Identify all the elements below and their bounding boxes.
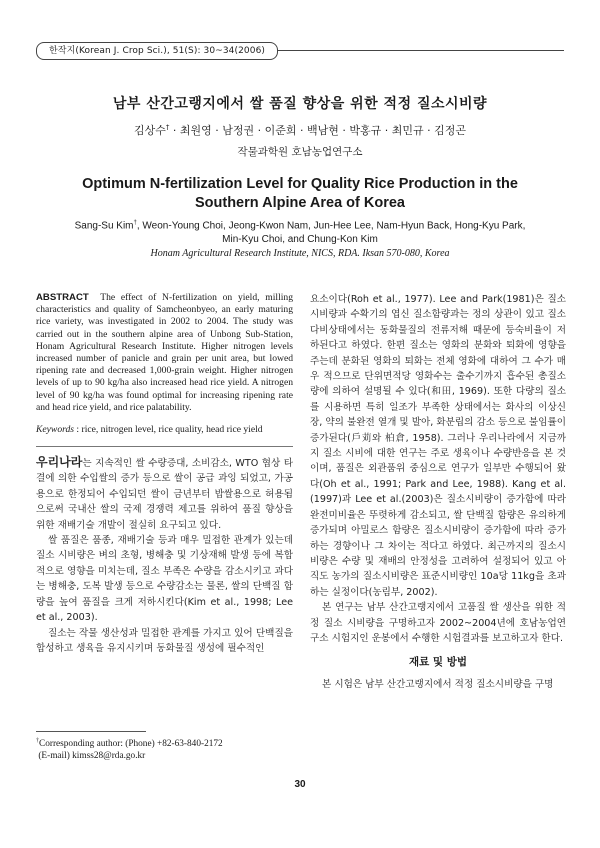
intro-paragraph-1-text: 는 지속적인 쌀 수량증대, 소비감소, WTO 협상 타결에 의한 수입쌀의 증가 등으로 쌀이 공급 과잉 되었고, 가공용으로 한정되어 수입되던 쌀이 금년부터 밥쌀용으로 허용됨으로써 국내산 쌀의 국제 경쟁력 제고를 위하여 품질 향상을 위한 재배기술 개발이 절실히 요구되고 있다. (36, 458, 293, 531)
footnote-line-2 (36, 750, 293, 762)
abstract-label: ABSTRACT (36, 292, 89, 303)
journal-citation-tag: 한작지(Korean J. Crop Sci.), 51(S): 30~34(2006) (36, 42, 278, 60)
intro-paragraph-1 (36, 455, 293, 533)
english-title: Optimum N-fertilization Level for Quality Rice Production in the Southern Alpine Area of Korea (82, 176, 518, 211)
korean-authors (0, 122, 600, 138)
intro-lead-word: 우리나라 (36, 455, 83, 470)
keywords-label: Keywords (36, 424, 75, 436)
intro-paragraph-3: 질소는 작물 생산성과 밀접한 관계를 가지고 있어 단백질을 합성하고 생육을 유지시키며 동화물질 생성에 필수적인 (36, 627, 293, 654)
english-other-authors: , Weon-Young Choi, Jeong-Kwon Nam, Jun-Hee Lee, Nam-Hyun Back, Hong-Kyu Park, Min-Kyu Choi, and Chung-Kon Kim (136, 220, 526, 246)
korean-other-authors: · 최원영 · 남정권 · 이준희 · 백남현 · 박홍규 · 최민규 · 김정곤 (169, 124, 466, 137)
english-first-author: Sang-Su Kim (74, 220, 134, 232)
intro-paragraph-2: 쌀 품질은 품종, 재배기술 등과 매우 밀접한 관계가 있는데 질소 시비량은 벼의 초형, 병해충 및 기상재해 발생 등에 복합적으로 영향을 미치는데, 질소 부족은 수량을 감소시키고 과다는 병해충, 도복 발생 등으로 수량감소는 물론, 쌀의 단백질 함량을 높여 품질을 크게 저하시킨다(Kim et al., 1998; Lee et al., 2003). (36, 535, 293, 624)
footnote-dagger: † (36, 738, 39, 744)
methods-heading: 재료 및 방법 (408, 656, 468, 669)
abstract (36, 292, 293, 414)
korean-title: 남부 산간고랭지에서 쌀 품질 향상을 위한 적정 질소시비량 (112, 96, 488, 112)
footnote-rule (36, 731, 146, 732)
footnote (36, 731, 293, 762)
right-column (310, 292, 566, 693)
english-corresponding-dagger: † (133, 220, 137, 226)
footnote-phone: Corresponding author: (Phone) +82-63-840-2172 (39, 739, 223, 750)
keywords-text: : rice, nitrogen level, rice quality, head rice yield (74, 424, 263, 436)
methods-paragraph-1: 본 시험은 남부 산간고랭지에서 적정 질소시비량을 구명 (322, 679, 554, 691)
corresponding-dagger: † (165, 123, 170, 132)
abstract-text: The effect of N-fertilization on yield, milling characteristics and quality of Samcheonbyeo, an early maturing rice variety, was investigated in 2002 to 2004. The study was carried out in the southern alpine area of Unbong Sub-Station, Honam Agricultural Research Institute. Higher nitrogen levels increased number of panicle and grain per unit area, but lowed ripening rate and decreased 1,000-grain weight. Higher nitrogen levels of up to 90 kg/ha also increased head rice yield. A nitrogen level of 90 kg/ha was found optimal for increasing ripening rate and head rice yield, and rice palatability. (36, 292, 293, 413)
intro-paragraph-4: 본 연구는 남부 산간고랭지에서 고품질 쌀 생산을 위한 적정 질소 시비량을 구명하고자 2002~2004년에 호남농업연구소 시험지인 운봉에서 수행한 시험결과를 보고하고자 한다. (310, 602, 566, 644)
english-authors (70, 216, 530, 247)
abstract-divider (36, 446, 293, 447)
page-number: 30 (294, 779, 306, 790)
intro-paragraph-3-continued: 요소이다(Roh et al., 1977). Lee and Park(1981)은 질소시비량과 수확기의 엽신 질소함량과는 정의 상관이 있고 질소다비상태에서는 동화물질의 전류저해 때문에 등숙비율이 저하된다고 하였다. 한편 질소는 영화의 분화와 퇴화에 영향을 주는데 분화된 영화의 퇴화는 전체 영화에 대하여 그 수가 매우 적으므로 단위면적당 영화수는 출수기까지 흡수된 총질소량에 의하여 설명될 수 있다(和田, 1969). 또한 다량의 질소를 시용하면 특히 일조가 부족한 상태에서는 화사의 이상신장, 약의 불완전 열개 및 발아, 화분립의 감소 등으로 불임률이 증가된다(戶苅와 柏倉, 1958). 그러나 우리나라에서 지금까지 질소 시비에 대한 연구는 주로 생육이나 수량반응을 본 것이며, 품질은 외관품위 중심으로 연구가 일부만 수행되어 왔다(Oh et al., 1991; Park and Lee, 1988). Kang et al.(1997)과 Lee et al.(2003)은 질소시비량이 증가함에 따라 완전미비율은 뚜렷하게 감소되고, 쌀 단백질 함량은 유의하게 증가되며 아밀로스 함량은 질소시비량이 증가함에 따라 증가하는 경향이나 그 차이는 적다고 하였다. 최근까지의 질소시비량은 수량 및 재배의 안정성을 고려하여 설정되어 있고 아직도 농가의 질소시비량은 표준시비량인 10a당 11kg을 초과하는 실정이다(농림부, 2002). (310, 294, 566, 598)
korean-first-author: 김상수 (134, 124, 166, 137)
footnote-email: (E-mail) kimss28@rda.go.kr (38, 751, 146, 762)
keywords (36, 424, 293, 436)
korean-affiliation: 작물과학원 호남농업연구소 (237, 146, 363, 158)
footnote-line-1 (36, 735, 293, 750)
english-affiliation: Honam Agricultural Research Institute, NICS, RDA. Iksan 570-080, Korea (150, 248, 450, 259)
left-column (36, 292, 293, 656)
